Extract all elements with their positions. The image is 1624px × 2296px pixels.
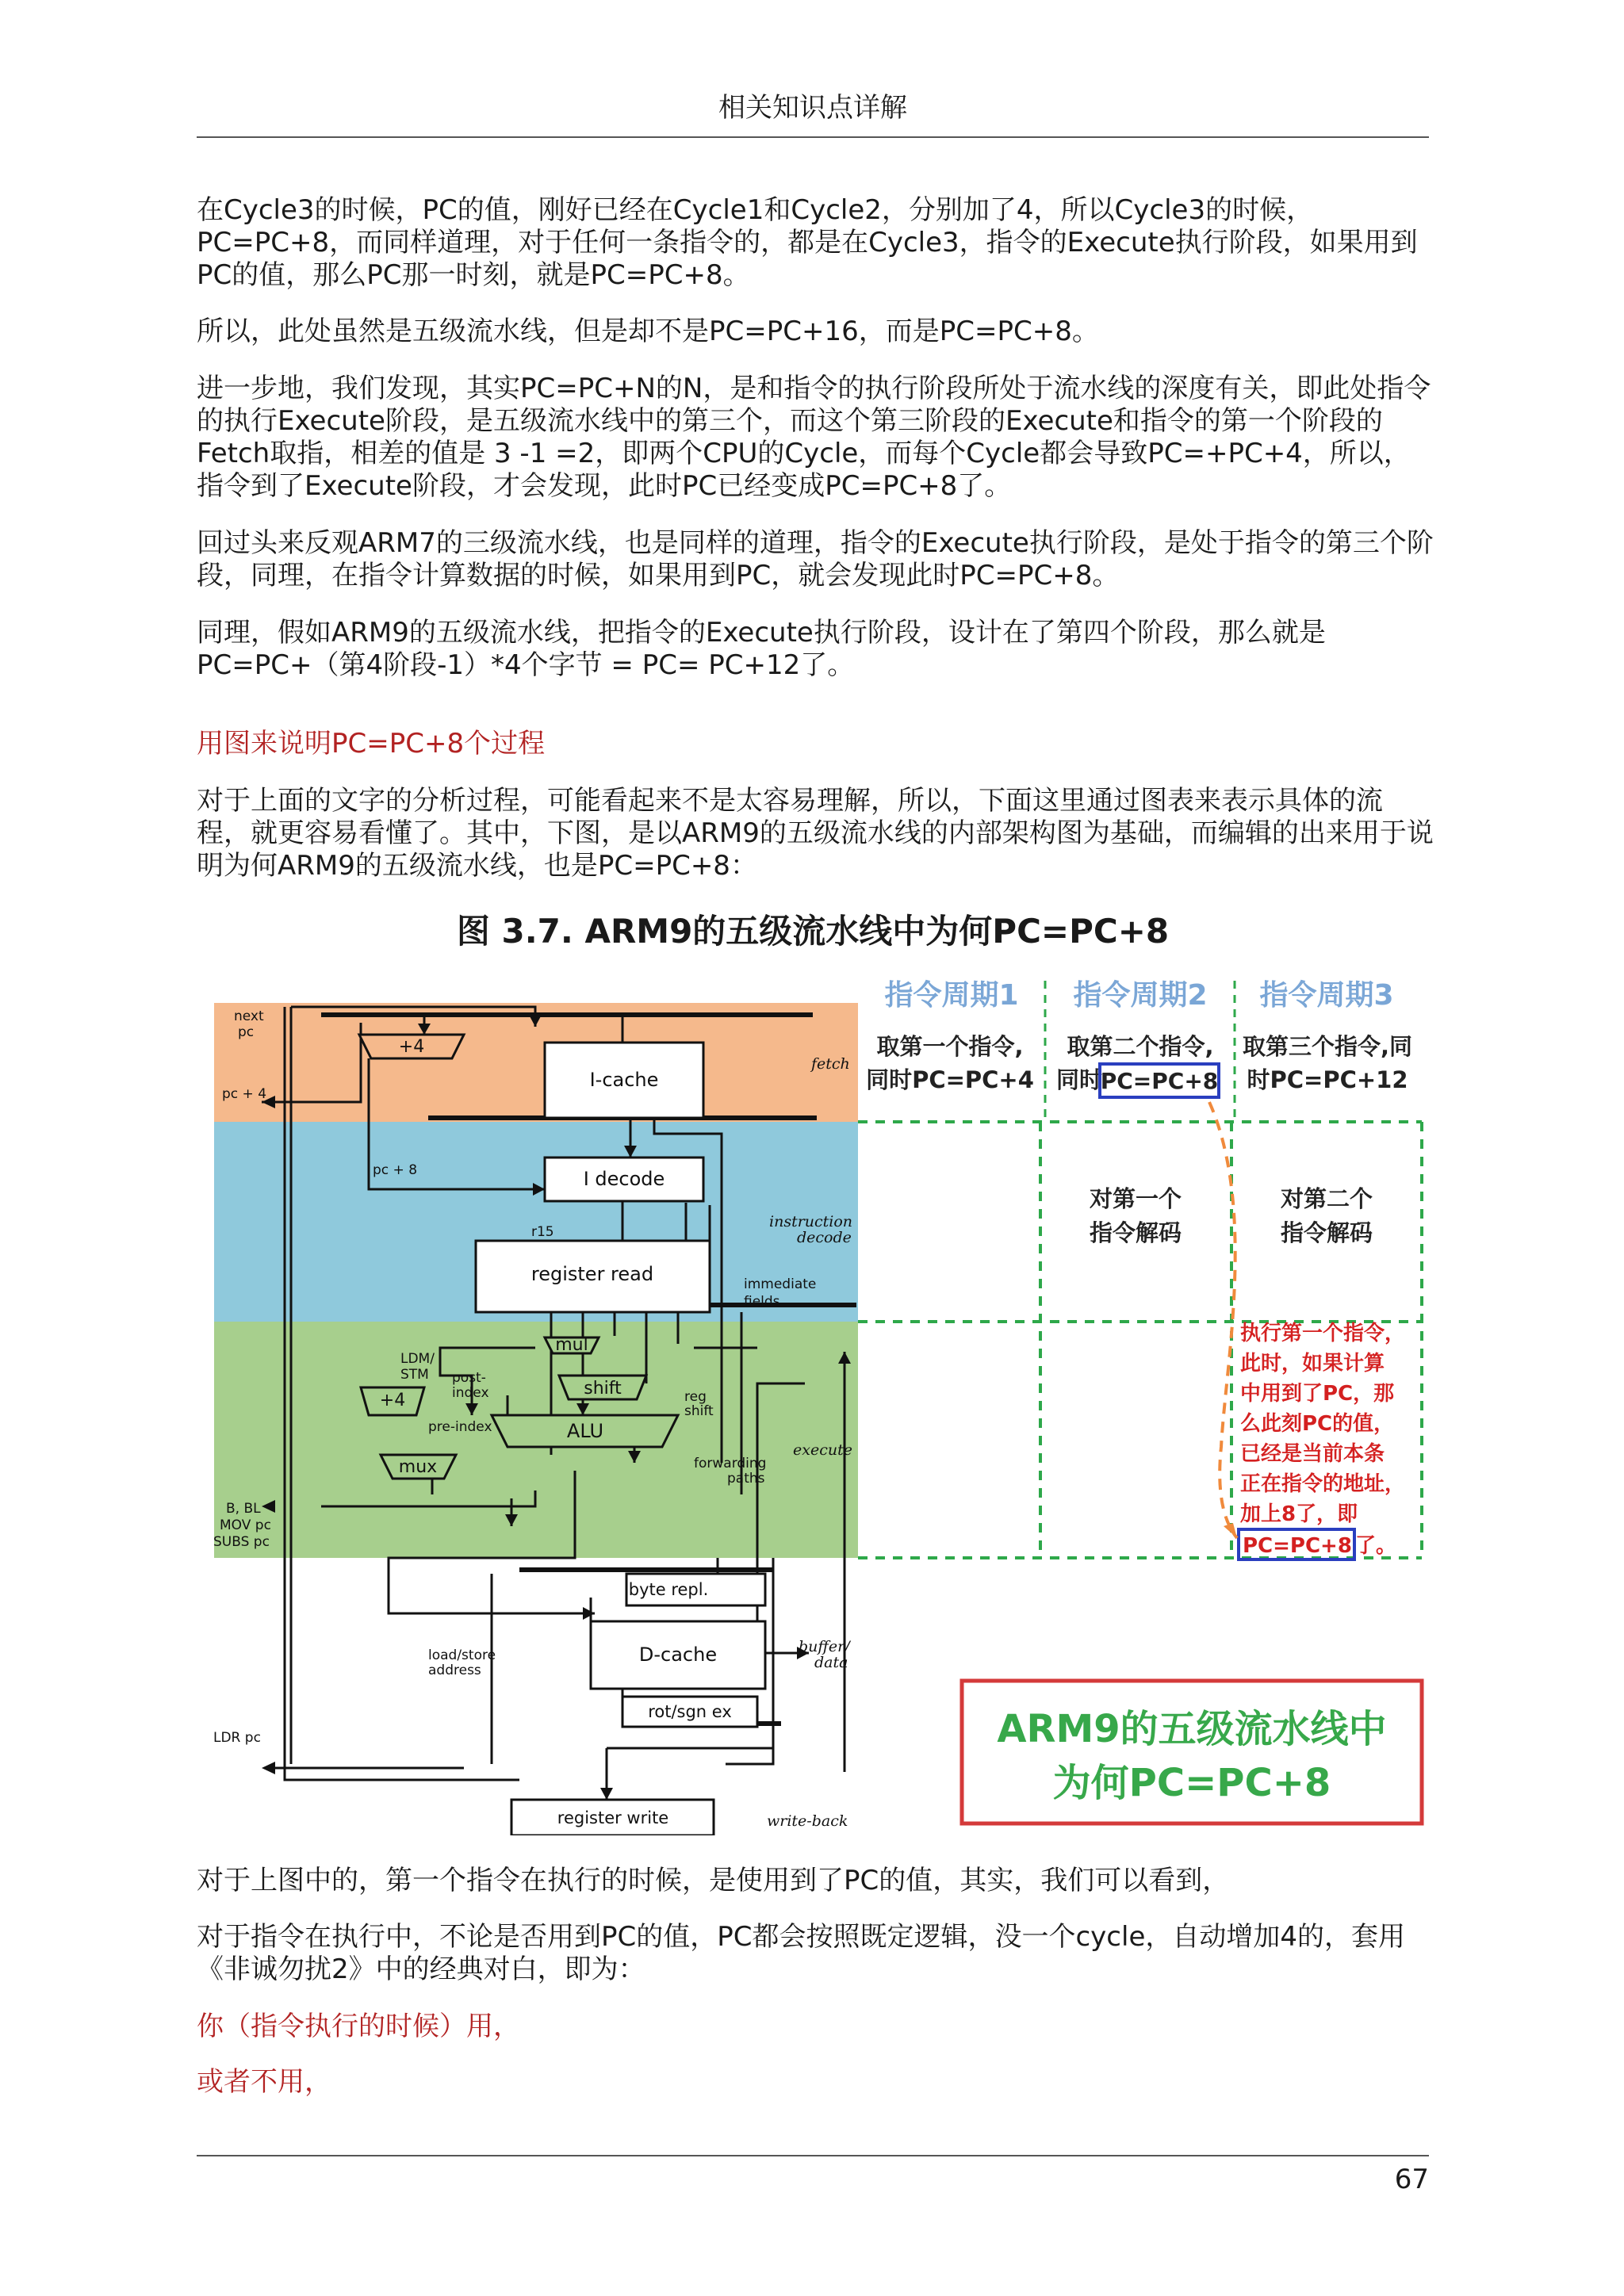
index-label: index: [452, 1385, 489, 1401]
orange-arrowhead: [1224, 1523, 1237, 1538]
alu-label: ALU: [566, 1420, 604, 1442]
header-rule: [197, 136, 1429, 138]
register-write-label: register write: [557, 1808, 669, 1827]
pc8-label: pc + 8: [373, 1162, 418, 1178]
fetch-note-3-line1: 取第三个指令,同: [1242, 1033, 1413, 1060]
icache-label: I-cache: [589, 1069, 659, 1091]
plus4-execute-label: +4: [379, 1391, 406, 1410]
rot-sgn-label: rot/sgn ex: [648, 1702, 732, 1721]
execute-note-line3: 中用到了PC，那: [1240, 1382, 1395, 1406]
quote-line-2: 或者不用，: [197, 2066, 331, 2098]
page-number: 67: [1394, 2164, 1429, 2195]
next-pc-label-1: next: [234, 1008, 264, 1024]
plus4-fetch-label: +4: [398, 1037, 425, 1057]
quote-line-1: 你（指令执行的时候）用，: [197, 2011, 520, 2042]
stage-writeback-label: write-back: [767, 1812, 848, 1830]
execute-box-text: PC=PC+8: [1243, 1534, 1352, 1558]
fetch-note-2-line2: 同时: [1056, 1066, 1103, 1093]
next-pc-label-2: pc: [238, 1024, 255, 1040]
cycle-header-2: 指令周期2: [1073, 979, 1208, 1012]
pc8-box-cycle2-text: PC=PC+8: [1100, 1068, 1219, 1094]
dcache-label: D-cache: [638, 1644, 718, 1666]
paragraph-4: 回过头来反观ARM7的三级流水线，也是同样的道理，指令的Execute执行阶段，是处于指令的第三个阶段，同理，在指令计算数据的时候，如果用到PC，就会发现此时PC=PC+8。: [197, 527, 1434, 591]
execute-note-line2: 此时，如果计算: [1240, 1352, 1385, 1376]
address-label: address: [428, 1663, 481, 1678]
b-bl-label: B, BL: [226, 1501, 261, 1517]
execute-note-line5: 已经是当前本条: [1240, 1442, 1385, 1466]
cycle-header-3: 指令周期3: [1259, 979, 1394, 1012]
execute-tail-text: 了。: [1355, 1534, 1397, 1558]
cycle-header-1: 指令周期1: [884, 979, 1019, 1012]
post-label: post-: [452, 1370, 486, 1386]
decode-note-2-line2: 指令解码: [1280, 1219, 1373, 1246]
execute-note-line7: 加上8了，即: [1240, 1502, 1358, 1526]
stage-fetch-label: fetch: [811, 1055, 850, 1073]
paragraph-7: 对于上图中的，第一个指令在执行的时候，是使用到了PC的值，其实，我们可以看到，: [197, 1865, 1230, 1896]
mov-pc-label: MOV pc: [220, 1517, 271, 1533]
summary-line1: ARM9的五级流水线中: [997, 1707, 1387, 1751]
execute-note-line6: 正在指令的地址，: [1240, 1472, 1406, 1496]
paragraph-5: 同理，假如ARM9的五级流水线，把指令的Execute执行阶段，设计在了第四个阶段，那么就是PC=PC+（第4阶段-1）*4个字节 = PC= PC+12了。: [197, 617, 1326, 681]
paths-label: paths: [727, 1471, 765, 1487]
mux-label: mux: [398, 1457, 438, 1477]
figure-title: 图 3.7. ARM9的五级流水线中为何PC=PC+8: [456, 912, 1170, 951]
stm-label: STM: [400, 1367, 429, 1383]
paragraph-6: 对于上面的文字的分析过程，可能看起来不是太容易理解，所以，下面这里通过图表来表示具体的流程，就更容易看懂了。其中，下图，是以ARM9的五级流水线的内部架构图为基础，而编辑的出来用于说明为何ARM9的五级流水线，也是PC=PC+8：: [197, 785, 1434, 882]
fetch-note-3-line2: 时PC=PC+12: [1247, 1066, 1408, 1093]
stage-execute-label: execute: [793, 1441, 852, 1459]
mul-label: mul: [555, 1335, 588, 1355]
fetch-note-1-line2: 同时PC=PC+4: [866, 1066, 1034, 1093]
load-store-label: load/store: [428, 1647, 496, 1663]
stage-decode-label-2: decode: [797, 1229, 852, 1246]
paragraph-1: 在Cycle3的时候，PC的值，刚好已经在Cycle1和Cycle2，分别加了4，所以Cycle3的时候，PC=PC+8，而同样道理，对于任何一条指令的，都是在Cycle3，指令的Execute执行阶段，如果用到PC的值，那么PC那一时刻，就是PC=PC+8。: [197, 194, 1418, 291]
immediate-label: immediate: [744, 1276, 817, 1292]
section-title: 用图来说明PC=PC+8个过程: [197, 728, 546, 760]
pipeline-figure: [202, 971, 1427, 1835]
paragraph-8: 对于指令在执行中，不论是否用到PC的值，PC都会按照既定逻辑，没一个cycle，自动增加4的，套用《非诚勿扰2》中的经典对白，即为：: [197, 1921, 1405, 1985]
fetch-note-1-line1: 取第一个指令,: [876, 1033, 1024, 1060]
paragraph-3: 进一步地，我们发现，其实PC=PC+N的N，是和指令的执行阶段所处于流水线的深度有关，即此处指令的执行Execute阶段，是五级流水线中的第三个，而这个第三阶段的Execute和指令的第一个阶段的Fetch取指，相差的值是 3 -1 =2，即两个CPU的Cycle，而每个Cycle都会导致PC=+PC+4，所以，指令到了Execute阶段，才会发现，此时PC已经变成PC=PC+8了。: [197, 373, 1431, 502]
shift-label: shift: [584, 1379, 622, 1399]
idecode-label: I decode: [583, 1168, 665, 1190]
running-header: 相关知识点详解: [718, 92, 907, 124]
decode-note-2-line1: 对第二个: [1280, 1185, 1373, 1212]
stage-buffer-label-1: buffer/: [799, 1638, 850, 1655]
summary-line2: 为何PC=PC+8: [1052, 1761, 1331, 1805]
forwarding-label: forwarding: [694, 1456, 767, 1471]
ldm-label: LDM/: [400, 1351, 435, 1367]
decode-note-1-line1: 对第一个: [1089, 1185, 1182, 1212]
execute-note-line1: 执行第一个指令，: [1240, 1322, 1406, 1345]
decode-note-1-line2: 指令解码: [1089, 1219, 1182, 1246]
stage-buffer-label-2: data: [814, 1654, 848, 1671]
fields-label: fields: [744, 1294, 780, 1310]
fetch-note-2-line1: 取第二个指令,: [1067, 1033, 1214, 1060]
subs-pc-label: SUBS pc: [213, 1534, 270, 1550]
ldr-pc-label: LDR pc: [213, 1730, 261, 1746]
r15-label: r15: [531, 1224, 554, 1240]
pre-index-label: pre-index: [428, 1419, 492, 1435]
stage-decode-label-1: instruction: [769, 1213, 853, 1230]
pc4-label: pc + 4: [222, 1086, 267, 1102]
footer-rule: [197, 2155, 1429, 2156]
register-read-label: register read: [530, 1263, 654, 1285]
reg-label: reg: [684, 1389, 707, 1405]
byte-repl-label: byte repl.: [628, 1580, 709, 1599]
paragraph-2: 所以，此处虽然是五级流水线，但是却不是PC=PC+16，而是PC=PC+8。: [197, 316, 1099, 347]
execute-note-line4: 么此刻PC的值，: [1240, 1412, 1395, 1436]
reg-shift-label: shift: [684, 1403, 714, 1419]
